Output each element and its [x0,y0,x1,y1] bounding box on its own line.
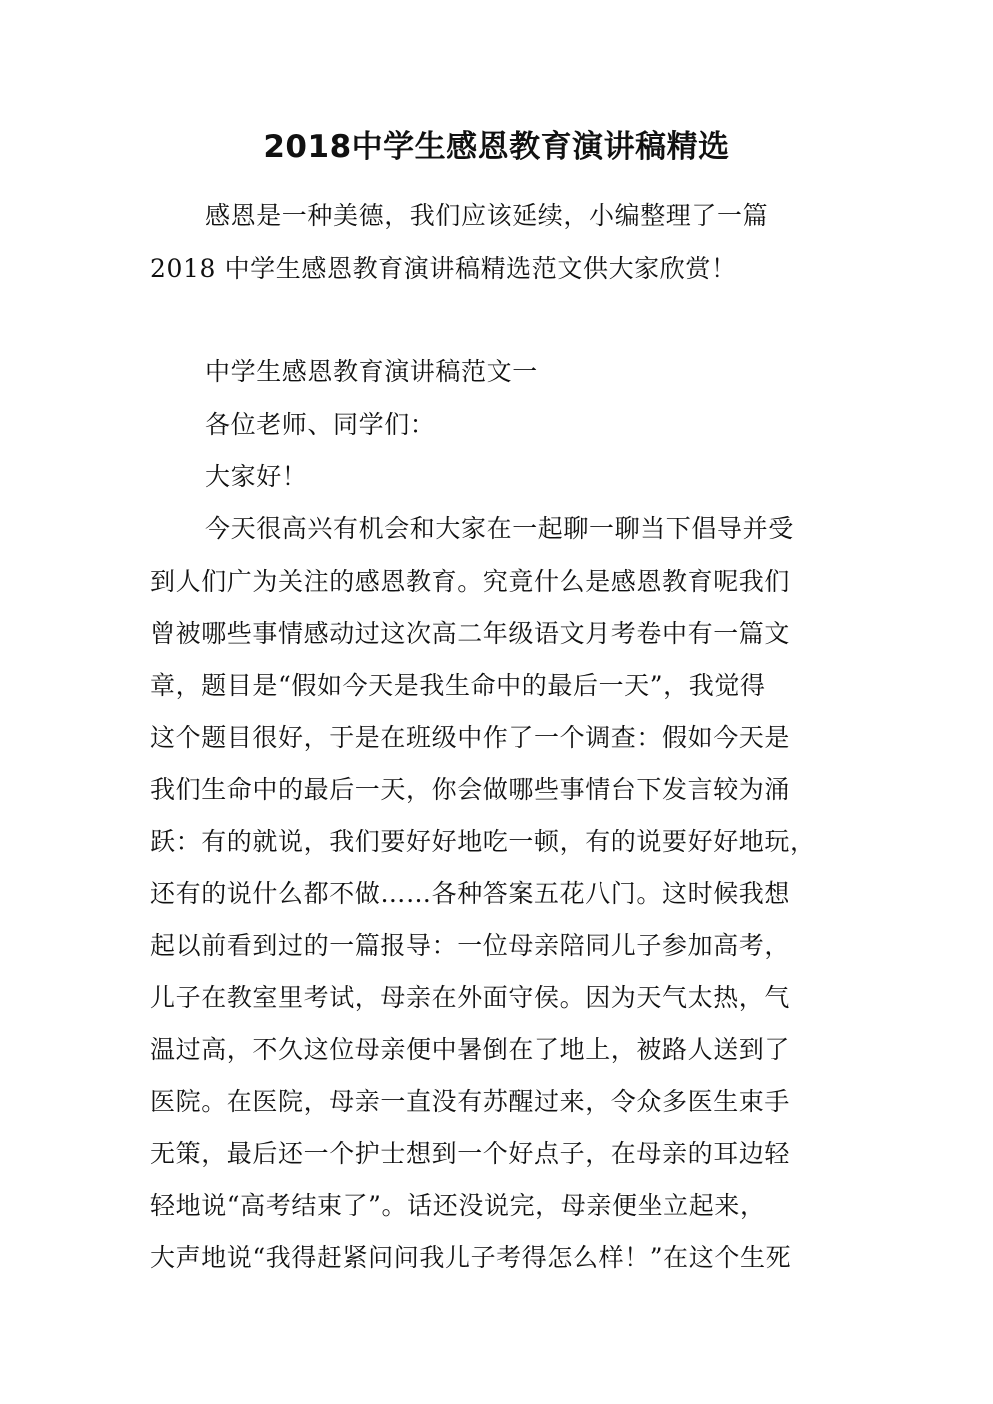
body-line: 还有的说什么都不做……各种答案五花八门。这时候我想 [150,879,791,908]
body-line: 这个题目很好，于是在班级中作了一个调查：假如今天是 [150,723,791,752]
document-title: 2018中学生感恩教育演讲稿精选 [263,129,730,165]
body-line: 轻地说“高考结束了”。话还没说完，母亲便坐立起来， [150,1191,766,1220]
body-line: 章，题目是“假如今天是我生命中的最后一天”，我觉得 [150,671,766,700]
body-line: 到人们广为关注的感恩教育。究竟什么是感恩教育呢我们 [150,567,791,596]
greeting: 大家好！ [205,462,308,491]
intro-line-2: 2018 中学生感恩教育演讲稿精选范文供大家欣赏！ [150,254,737,283]
body-line: 曾被哪些事情感动过这次高二年级语文月考卷中有一篇文 [150,619,791,648]
body-line: 医院。在医院，母亲一直没有苏醒过来，令众多医生束手 [150,1087,791,1116]
salutation: 各位老师、同学们： [205,410,436,439]
body-line: 温过高，不久这位母亲便中暑倒在了地上，被路人送到了 [150,1035,791,1064]
body-line: 我们生命中的最后一天，你会做哪些事情台下发言较为涌 [150,775,791,804]
section-heading: 中学生感恩教育演讲稿范文一 [205,357,538,386]
body-line: 今天很高兴有机会和大家在一起聊一聊当下倡导并受 [205,514,794,543]
body-line: 大声地说“我得赶紧问问我儿子考得怎么样！”在这个生死 [150,1243,792,1272]
body-line: 儿子在教室里考试，母亲在外面守侯。因为天气太热，气 [150,983,791,1012]
body-line: 起以前看到过的一篇报导：一位母亲陪同儿子参加高考， [150,931,791,960]
body-line: 无策，最后还一个护士想到一个好点子，在母亲的耳边轻 [150,1139,791,1168]
intro-line-1: 感恩是一种美德，我们应该延续，小编整理了一篇 [205,201,769,230]
body-line: 跃：有的就说，我们要好好地吃一顿，有的说要好好地玩， [150,827,816,856]
